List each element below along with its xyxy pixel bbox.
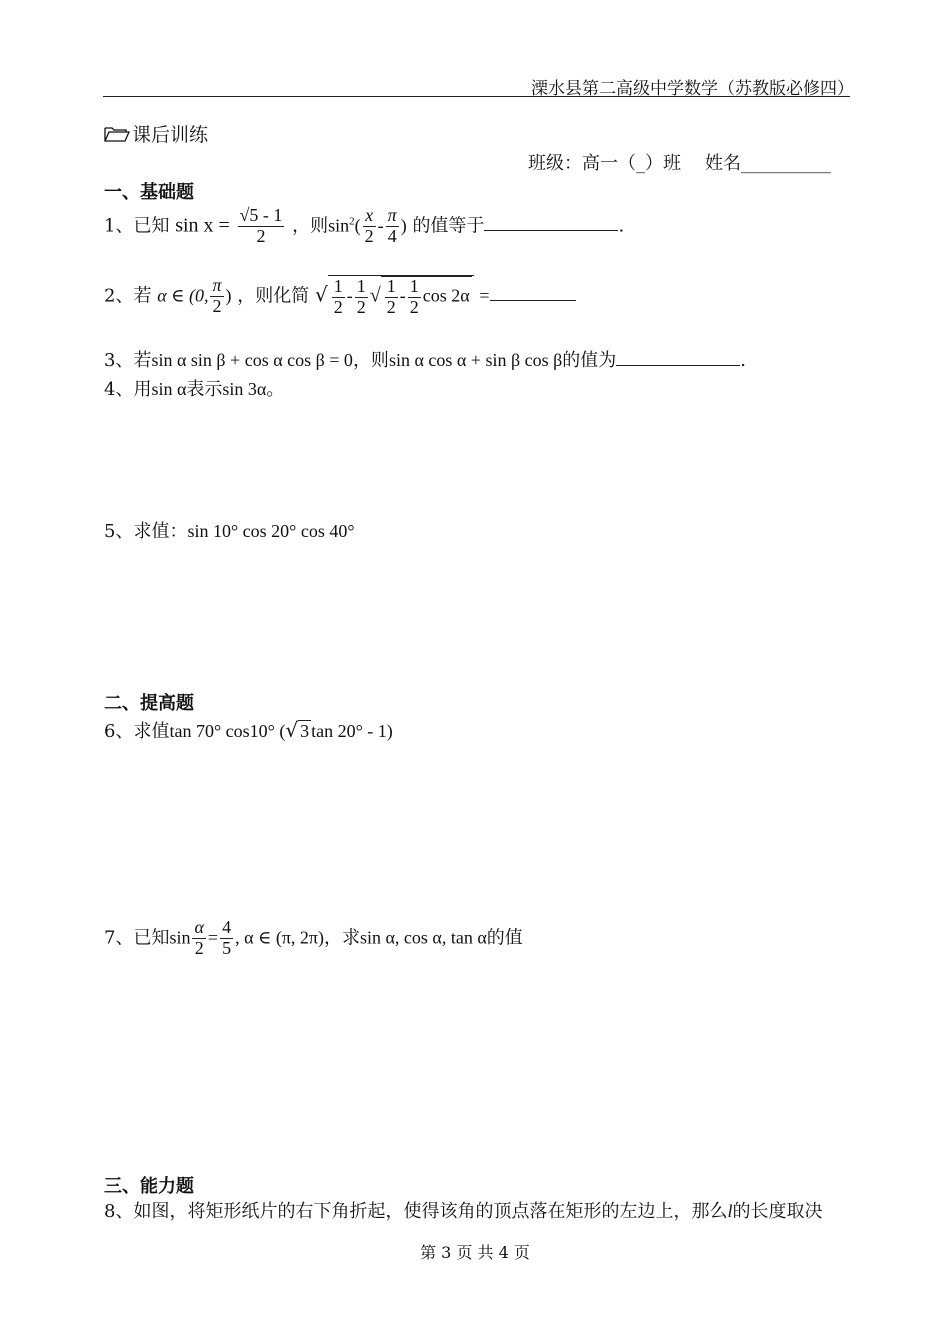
header-divider — [103, 96, 850, 97]
header-title: 溧水县第二高级中学数学（苏教版必修四） — [531, 79, 854, 99]
section3-title: 三、能力题 — [104, 1176, 194, 1197]
class-label: 班级：高一（ — [528, 153, 636, 174]
question-3: 3、若sin α sin β + cos α cos β = 0，则sin α cos α + sin β cos β的值为 . — [104, 350, 747, 371]
q1-prefix: 1、已知 — [104, 215, 170, 237]
section2-title: 二、提高题 — [104, 693, 194, 714]
q3-prefix: 3、若 — [104, 350, 152, 371]
q2-radical: $\frac{1}{2}$ - $\frac{1}{2}$ √ $\frac{1}{2}$ - $\frac{1}{2}$ cos 2α — [328, 275, 474, 318]
q3-expr1: sin α sin β + cos α cos β = 0 — [151, 350, 353, 370]
section1-title: 一、基础题 — [104, 182, 194, 203]
name-label: 姓名 — [705, 153, 741, 174]
question-1: 1、已知 sin x = $\frac{√5 - 1}{2}$ ，则$\sin^2$( $\frac{x}{2}$ - $\frac{\pi}{4}$ ) 的值等于 . — [104, 205, 625, 246]
q3-answer-blank[interactable] — [616, 364, 740, 366]
class-blank: _ — [636, 153, 645, 174]
q3-expr2: sin α cos α + sin β cos β — [388, 350, 563, 370]
q2-mid: ，则化简 — [237, 285, 310, 307]
question-6: 6、求值tan 70° cos10° (√ 3 tan 20° - 1) — [104, 718, 393, 742]
q5-expr: sin 10° cos 20° cos 40° — [187, 521, 355, 541]
class-suffix: ）班 — [645, 153, 681, 174]
q1-lhs: sin x = — [175, 214, 230, 237]
q2-prefix: 2、若 — [104, 285, 152, 307]
question-2: 2、若 α ∈ (0, $\frac{\pi}{2}$ ) ，则化简 √ $\frac{1}{2}$ - $\frac{1}{2}$ √ $\frac{1}{2}$ - $\frac{1}{2}$ cos 2α = — [104, 275, 576, 318]
class-name-line — [528, 149, 831, 175]
folder-icon — [104, 125, 130, 148]
name-blank: __________ — [741, 153, 831, 174]
question-5: 5、求值：sin 10° cos 20° cos 40° — [104, 521, 355, 542]
section-heading — [104, 120, 208, 148]
q1-suffix: 的值等于 — [412, 215, 485, 237]
question-8: 8、如图，将矩形纸片的右下角折起，使得该角的顶点落在矩形的左边上，那么l的长度取决 — [104, 1201, 823, 1222]
q1-fraction: $\frac{√5 - 1}{2}$ — [239, 205, 283, 246]
page-number: 第 3 页 共 4 页 — [420, 1243, 530, 1262]
q1-answer-blank[interactable] — [484, 229, 618, 231]
question-7: 7、已知sin $\frac{\alpha}{2}$ = $\frac{4}{5}$ , α ∈ (π, 2π)，求sin α, cos α, tan α的值 — [104, 917, 523, 958]
q1-mid: ，则 — [292, 215, 329, 237]
section-title: 课后训练 — [132, 124, 209, 146]
q2-answer-blank[interactable] — [490, 299, 576, 301]
question-4: 4、用sin α表示sin 3α。 — [104, 379, 285, 400]
